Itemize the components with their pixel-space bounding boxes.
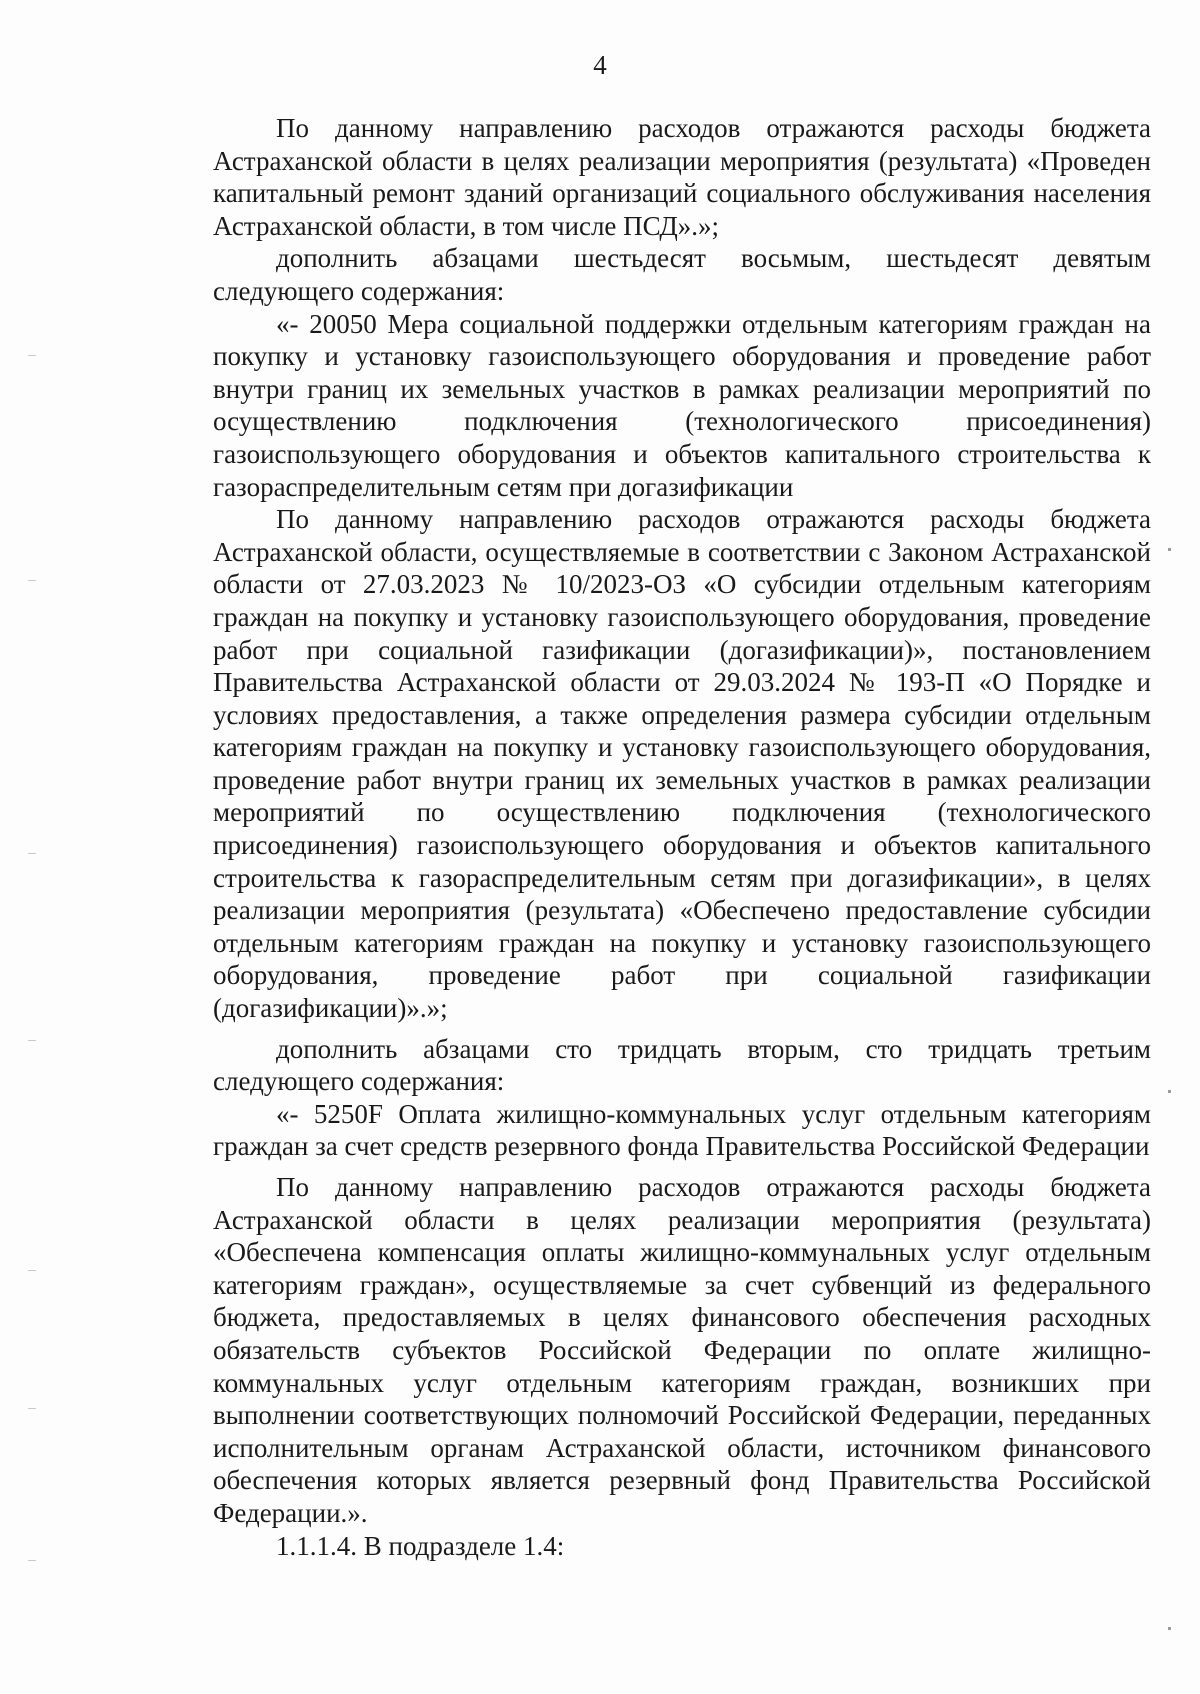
scan-margin-mark bbox=[28, 1040, 36, 1041]
paragraph-amend-instruction-68-69: дополнить абзацами шестьдесят восьмым, шестьдесят девятым следующего содержания: bbox=[213, 243, 1151, 306]
scan-margin-mark bbox=[1168, 1090, 1171, 1093]
paragraph-expense-direction-capital-repair: По данному направлению расходов отражаются расходы бюджета Астраханской области в целях реализации мероприятия (результата) «Проведен капитальный ремонт зданий организаций социального обслуживания населения Астраханской области, в том числе ПСД».»; bbox=[213, 113, 1151, 241]
scan-margin-mark bbox=[1168, 1627, 1171, 1630]
scan-margin-mark bbox=[28, 853, 36, 854]
scan-margin-mark bbox=[28, 580, 36, 581]
paragraph-subsection-1-1-1-4: 1.1.1.4. В подразделе 1.4: bbox=[276, 1530, 565, 1561]
paragraph-amend-instruction-132-133: дополнить абзацами сто тридцать вторым, сто тридцать третьим следующего содержания: bbox=[213, 1033, 1151, 1097]
paragraph-code-20050: «- 20050 Мера социальной поддержки отдельным категориям граждан на покупку и установку газоиспользующего оборудования и проведение работ внутри границ их земельных участков в рамках реализации мероприятий по осуществлению подключения (технологического присоединения) газоиспользующего оборудования и объектов капитального строительства к газораспределительным сетям при догазификации bbox=[213, 308, 1151, 502]
paragraph-expense-direction-gasification: По данному направлению расходов отражаются расходы бюджета Астраханской области, осуществляемые в соответствии с Законом Астраханской области от 27.03.2023 № 10/2023-ОЗ «О субсидии отдельным категориям граждан на покупку и установку газоиспользующего оборудования, проведение работ при социальной газификации (догазификации)», постановлением Правительства Астраханской области от 29.03.2024 № 193-П «О Порядке и условиях предоставления, а также определения размера субсидии отдельным категориям граждан на покупку и установку газоиспользующего оборудования, проведение работ внутри границ их земельных участков в рамках реализации мероприятий по осуществлению подключения (технологического присоединения) газоиспользующего оборудования и объектов капитального строительства к газораспределительным сетям при догазификации», в целях реализации мероприятия (результата) «Обеспечено предоставление субсидии отдельным категориям граждан на покупку и установку газоиспользующего оборудования, проведение работ при социальной газификации (догазификации)».»; bbox=[213, 504, 1151, 1024]
scan-margin-mark bbox=[1168, 548, 1171, 551]
paragraph-expense-direction-utilities: По данному направлению расходов отражаются расходы бюджета Астраханской области в целях реализации мероприятия (результата) «Обеспечена компенсация оплаты жилищно-коммунальных услуг отдельным категориям граждан», осуществляемые за счет субвенций из федерального бюджета, предоставляемых в целях финансового обеспечения расходных обязательств субъектов Российской Федерации по оплате жилищно-коммунальных услуг отдельным категориям граждан, возникших при выполнении соответствующих полномочий Российской Федерации, переданных исполнительным органам Астраханской области, источником финансового обеспечения которых является резервный фонд Правительства Российской Федерации.». bbox=[213, 1172, 1151, 1528]
scan-margin-mark bbox=[28, 1408, 36, 1409]
scan-margin-mark bbox=[28, 1270, 36, 1271]
scan-margin-mark bbox=[28, 355, 36, 356]
scan-margin-mark bbox=[28, 1560, 36, 1561]
document-body bbox=[213, 112, 1151, 1562]
paragraph-code-5250F: «- 5250F Оплата жилищно-коммунальных услуг отдельным категориям граждан за счет средств резервного фонда Правительства Российской Федерации bbox=[213, 1098, 1151, 1162]
page-number: 4 bbox=[593, 50, 607, 80]
